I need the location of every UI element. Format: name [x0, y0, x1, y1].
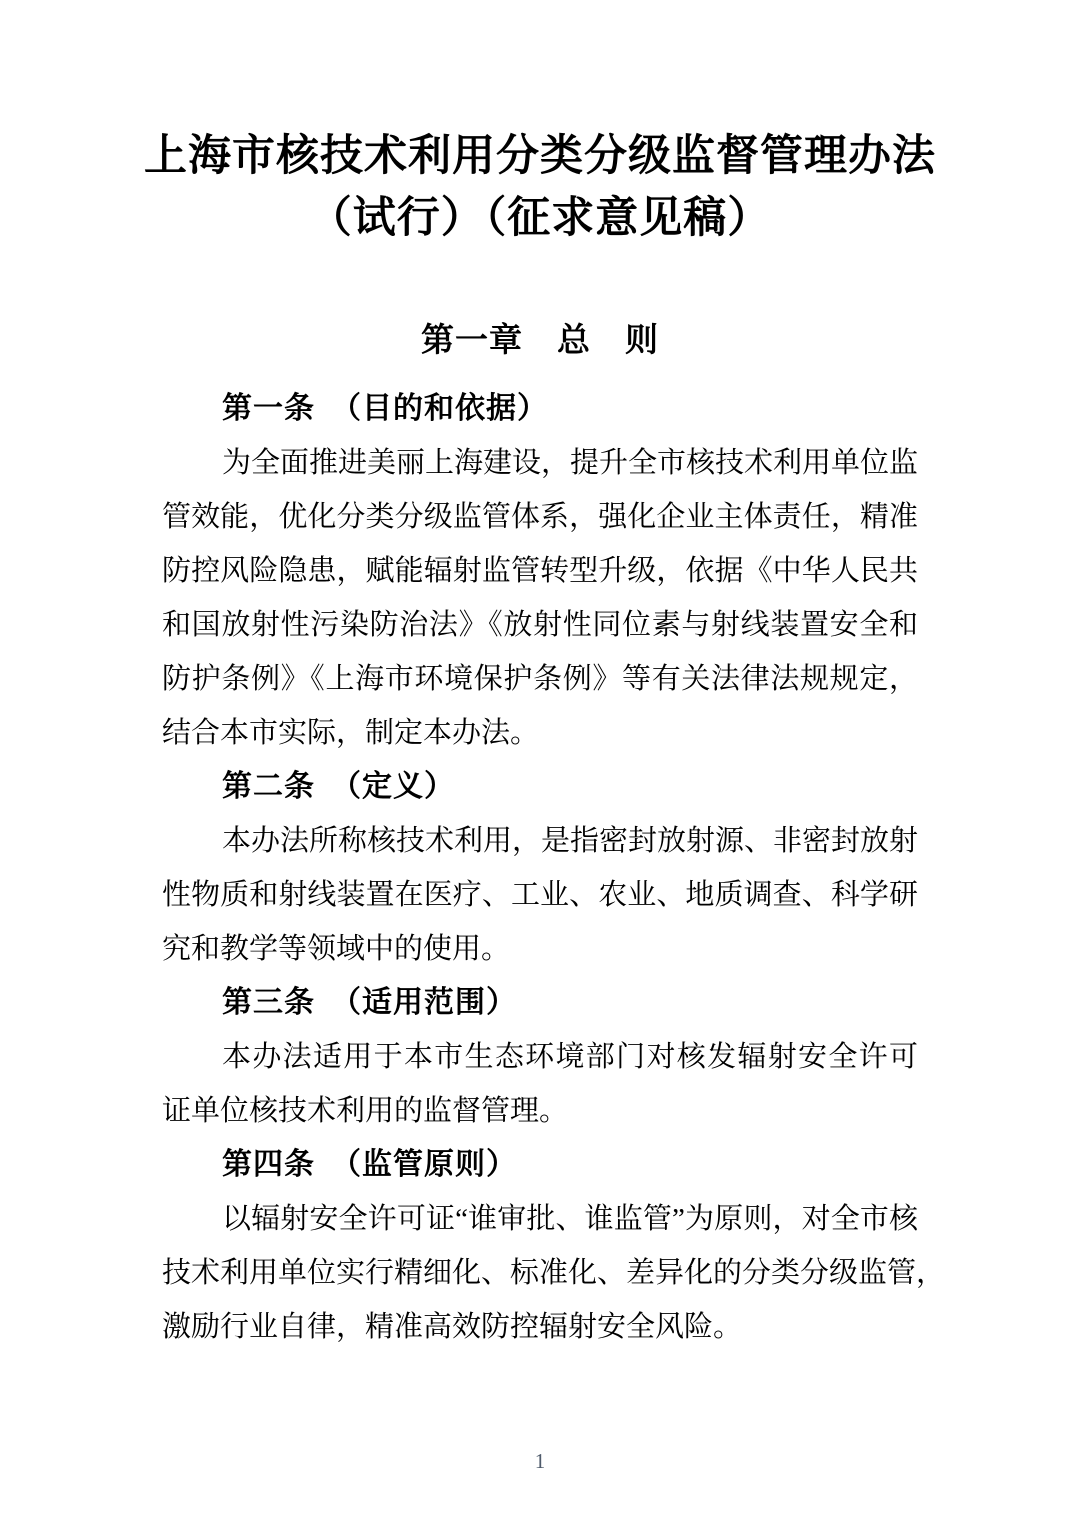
body-line: 管效能，优化分类分级监管体系，强化企业主体责任，精准	[162, 501, 918, 533]
article-heading: 第四条 （监管原则）	[222, 1148, 517, 1181]
body-line: 结合本市实际，制定本办法。	[162, 717, 540, 749]
article-body	[162, 1192, 946, 1354]
article-body	[162, 1030, 918, 1138]
document-title-line-1: 上海市核技术利用分类分级监督管理办法	[144, 133, 936, 180]
body-line: 本办法适用于本市生态环境部门对核发辐射安全许可	[222, 1041, 918, 1073]
article-section	[162, 760, 918, 976]
article-section	[162, 1138, 946, 1354]
body-line: 技术利用单位实行精细化、标准化、差异化的分类分级监管，	[162, 1257, 946, 1289]
body-line: 证单位核技术利用的监督管理。	[162, 1095, 569, 1127]
body-line: 防护条例》《上海市环境保护条例》等有关法律法规规定，	[162, 663, 918, 695]
article-heading: 第二条 （定义）	[222, 770, 455, 803]
body-line: 性物质和射线装置在医疗、工业、农业、地质调查、科学研	[162, 879, 918, 911]
article-body	[162, 814, 918, 976]
body-line: 激励行业自律，精准高效防控辐射安全风险。	[162, 1311, 743, 1343]
body-line: 本办法所称核技术利用，是指密封放射源、非密封放射	[222, 825, 919, 857]
body-line: 和国放射性污染防治法》《放射性同位素与射线装置安全和	[162, 609, 918, 641]
articles-container	[162, 382, 946, 1354]
article-body	[162, 436, 918, 760]
body-line: 以辐射安全许可证“谁审批、谁监管”为原则，对全市核	[222, 1203, 918, 1235]
page-number: 1	[534, 1449, 546, 1473]
body-line: 防控风险隐患，赋能辐射监管转型升级，依据《中华人民共	[162, 555, 918, 587]
chapter-heading: 第一章 总 则	[421, 323, 659, 359]
article-section	[162, 976, 918, 1138]
body-line: 为全面推进美丽上海建设，提升全市核技术利用单位监	[222, 447, 919, 479]
article-section	[162, 382, 918, 760]
body-line: 究和教学等领域中的使用。	[162, 933, 511, 965]
article-heading: 第三条 （适用范围）	[222, 986, 517, 1019]
document-title-line-2: （试行）（征求意见稿）	[308, 195, 772, 242]
article-heading: 第一条 （目的和依据）	[222, 392, 548, 425]
document-title	[0, 0, 1080, 250]
